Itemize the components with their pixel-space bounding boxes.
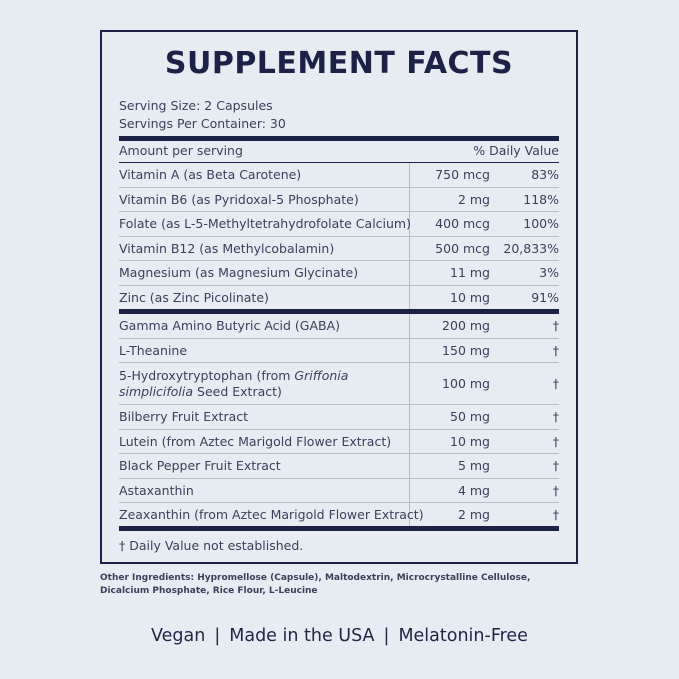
servings-per-container: Servings Per Container: 30 (119, 115, 286, 131)
table-row (119, 261, 559, 286)
nutrient-daily-value: 118% (523, 191, 559, 207)
nutrient-name-part: Seed Extract) (193, 384, 282, 399)
nutrient-name: Lutein (from Aztec Marigold Flower Extract) (119, 433, 392, 449)
nutrient-amount: 10 mg (450, 433, 490, 449)
nutrient-name: Vitamin A (as Beta Carotene) (119, 167, 302, 183)
nutrient-amount: 100 mg (442, 376, 490, 391)
nutrient-amount: 150 mg (442, 342, 490, 358)
nutrient-name: Zeaxanthin (from Aztec Marigold Flower Extract) (119, 507, 424, 523)
daily-value-label: % Daily Value (473, 143, 559, 158)
nutrient-name: Gamma Amino Butyric Acid (GABA) (119, 318, 341, 334)
nutrient-name: Magnesium (as Magnesium Glycinate) (119, 265, 359, 281)
serving-info (119, 97, 286, 132)
nutrient-name: Folate (as L-5-Methyltetrahydrofolate Calcium) (119, 216, 411, 232)
nutrient-daily-value: 91% (531, 290, 559, 305)
nutrient-amount: 11 mg (450, 265, 490, 281)
nutrient-daily-value: 20,833% (503, 240, 559, 256)
table-row (119, 188, 559, 213)
nutrient-name-part: 5-Hydroxytryptophan (from (119, 368, 295, 383)
nutrient-name: Astaxanthin (119, 482, 194, 498)
nutrient-name: Vitamin B12 (as Methylcobalamin) (119, 240, 335, 256)
serving-size: Serving Size: 2 Capsules (119, 98, 273, 113)
nutrient-daily-value: † (552, 458, 559, 474)
nutrient-name: L-Theanine (119, 342, 188, 358)
nutrient-daily-value: † (552, 409, 559, 425)
nutrient-amount: 5 mg (457, 458, 490, 474)
table-header (119, 143, 559, 161)
table-row (119, 479, 559, 504)
nutrient-amount: 400 mcg (435, 216, 490, 232)
nutrient-amount: 2 mg (457, 507, 490, 523)
nutrient-name: Bilberry Fruit Extract (119, 409, 249, 425)
nutrient-daily-value: † (552, 318, 559, 334)
nutrient-daily-value: † (552, 482, 559, 498)
badge-vegan: Vegan (151, 626, 206, 646)
badge-melatonin-free: Melatonin-Free (398, 626, 528, 646)
nutrient-name: Zinc (as Zinc Picolinate) (119, 290, 269, 305)
nutrient-name (119, 368, 348, 400)
table-row (119, 405, 559, 430)
nutrient-daily-value: † (552, 433, 559, 449)
separator: | (214, 626, 221, 646)
thick-divider-3 (119, 526, 559, 531)
table-row (119, 339, 559, 364)
table-row (119, 237, 559, 262)
table-row (119, 503, 559, 528)
table-row (119, 212, 559, 237)
badge-made-in-usa: Made in the USA (229, 626, 375, 646)
nutrient-name: Black Pepper Fruit Extract (119, 458, 281, 474)
other-ingredients: Other Ingredients: Hypromellose (Capsule), Maltodextrin, Microcrystalline Cellulose, Dicalcium Phosphate, Rice Flour, L-Leucine (100, 573, 531, 596)
nutrient-daily-value: 83% (531, 167, 559, 183)
footnote: † Daily Value not established. (119, 538, 304, 553)
table-row (119, 454, 559, 479)
table-row (119, 286, 559, 311)
table-row (119, 314, 559, 339)
table-row (119, 163, 559, 188)
nutrient-amount: 4 mg (457, 482, 490, 498)
nutrient-amount: 10 mg (450, 290, 490, 305)
nutrient-daily-value: † (552, 376, 559, 391)
separator: | (383, 626, 390, 646)
thick-divider (119, 136, 559, 141)
table-row (119, 430, 559, 455)
nutrient-amount: 50 mg (450, 409, 490, 425)
nutrient-name: Vitamin B6 (as Pyridoxal-5 Phosphate) (119, 191, 359, 207)
badge-line (0, 626, 679, 646)
nutrient-amount: 500 mcg (435, 240, 490, 256)
nutrient-name-italic: Griffonia (294, 368, 349, 383)
nutrient-amount: 2 mg (457, 191, 490, 207)
supplement-facts-panel (100, 30, 578, 564)
table-row (119, 363, 559, 405)
nutrient-name-italic: simplicifolia (119, 384, 194, 399)
panel-title: SUPPLEMENT FACTS (164, 46, 514, 81)
nutrient-amount: 200 mg (442, 318, 490, 334)
nutrient-daily-value: 3% (539, 265, 559, 281)
amount-per-serving-label: Amount per serving (119, 143, 243, 158)
nutrient-daily-value: † (552, 342, 559, 358)
nutrient-amount: 750 mcg (435, 167, 490, 183)
nutrient-daily-value: † (552, 507, 559, 523)
nutrient-daily-value: 100% (523, 216, 559, 232)
